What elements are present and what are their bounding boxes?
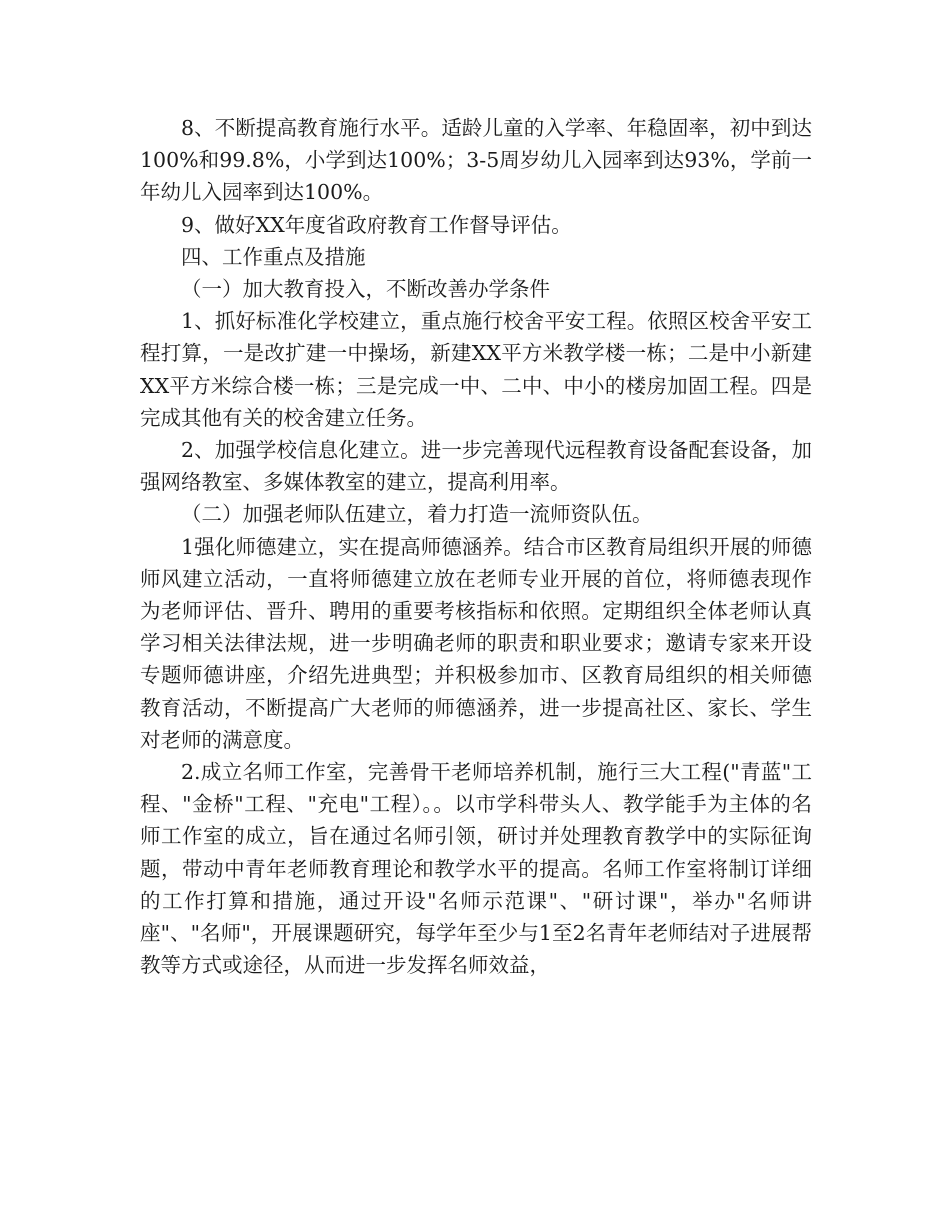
paragraph-informatization: 2、加强学校信息化建立。进一步完善现代远程教育设备配套设备，加强网络教室、多媒体教室的建立，提高利用率。 bbox=[140, 438, 812, 495]
paragraph-standardized-schools: 1、抓好标准化学校建立，重点施行校舍平安工程。依照区校舍平安工程打算，一是改扩建一中操场，新建XX平方米教学楼一栋；二是中小新建XX平方米综合楼一栋；三是完成一中、二中、中小的楼房加固工程。四是完成其他有关的校舍建立任务。 bbox=[140, 309, 812, 430]
paragraph-item-9: 9、做好XX年度省政府教育工作督导评估。 bbox=[181, 212, 572, 237]
section-heading-4: 四、工作重点及措施 bbox=[181, 244, 366, 269]
subsection-heading-2: （二）加强老师队伍建立，着力打造一流师资队伍。 bbox=[181, 502, 653, 527]
paragraph-teacher-ethics: 1强化师德建立，实在提高师德涵养。结合市区教育局组织开展的师德师风建立活动，一直将师德建立放在老师专业开展的首位，将师德表现作为老师评估、晋升、聘用的重要考核指标和依照。定期组织全体老师认真学习相关法律法规，进一步明确老师的职责和职业要求；邀请专家来开设专题师德讲座，介绍先进典型；并积极参加市、区教育局组织的相关师德教育活动，不断提高广大老师的师德涵养，进一步提高社区、家长、学生对老师的满意度。 bbox=[140, 534, 812, 752]
subsection-heading-1: （一）加大教育投入，不断改善办学条件 bbox=[181, 277, 550, 302]
paragraph-item-8: 8、不断提高教育施行水平。适龄儿童的入学率、年稳固率，初中到达100%和99.8%，小学到达100%；3-5周岁幼儿入园率到达93%，学前一年幼儿入园率到达100%。 bbox=[140, 116, 812, 205]
paragraph-master-teacher-studio: 2.成立名师工作室，完善骨干老师培养机制，施行三大工程("青蓝"工程、"金桥"工程、"充电"工程）。。以市学科带头人、教学能手为主体的名师工作室的成立，旨在通过名师引领，研讨并处理教育教学中的实际征询题，带动中青年老师教育理论和教学水平的提高。名师工作室将制订详细的工作打算和措施，通过开设"名师示范课"、"研讨课"，举办"名师讲座"、"名师"，开展课题研究，每学年至少与1至2名青年老师结对子进展帮教等方式或途径，从而进一步发挥名师效益， bbox=[140, 760, 812, 978]
document-body bbox=[140, 112, 812, 981]
